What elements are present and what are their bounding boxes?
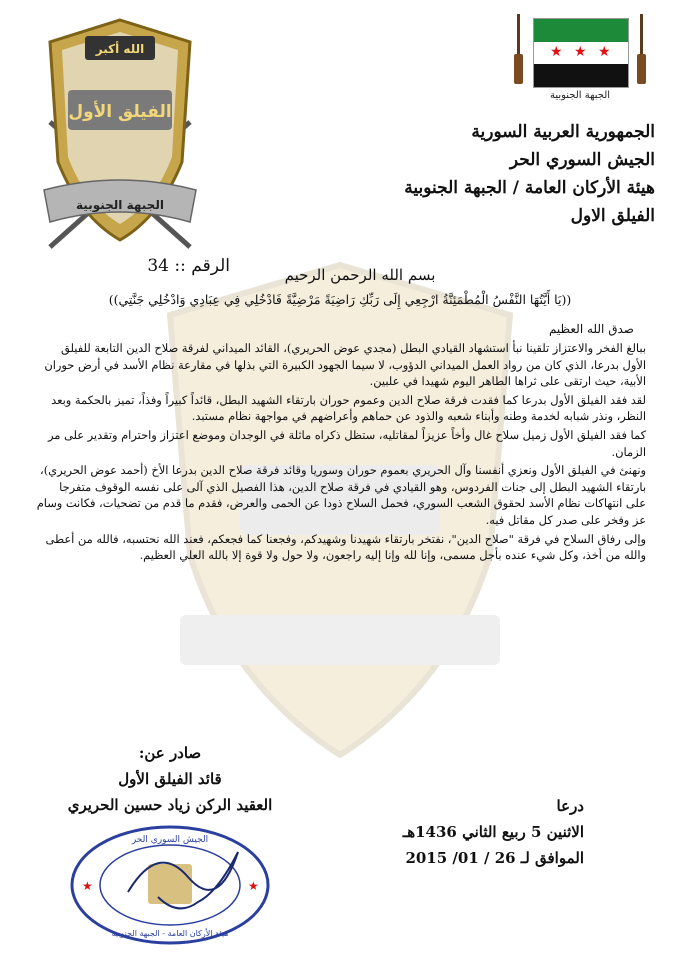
issued-by-label: صادر عن: [138,744,202,762]
body-paragraph: لقد فقد الفيلق الأول بدرعا كما فقدت فرقة صلاح الدين وعموم حوران بارتقاء الشهيد البطل، قائداً كبيراً وفذاً، تميز بالحكمة وبعد النظر، ونذر شبابه لخدمة وطنه وأبناء شعبه والذود عن حماهم وأعراضهم في مواجهة نظام مستبد. [51,392,646,424]
first-corps-logo [40,12,200,257]
letterhead [355,118,655,230]
star-icon: ★ [598,43,611,60]
date-block [324,793,584,871]
star-icon: ★ [82,879,93,893]
logo-top-text: الله أكبر [95,42,145,56]
statement-body [36,340,646,566]
signatory-name: العقيد الركن زياد حسين الحريري [67,796,273,814]
body-paragraph: وإلى رفاق السلاح في فرقة "صلاح الدين"، نفتخر بارتقاء شهيدنا وشهيدكم، وفجعنا كما فجعكم، فعند الله نحتسبه، فالله من أعطى والله من أخذ، وكل شيء عنده بأجل مسمى، وإنا لله وإنا إليه راجعون، ولا حول ولا قوة إلا بالله العلي العظيم. [45,531,646,563]
logo-main-text: الفيلق الأول [68,102,172,122]
star-icon: ★ [574,43,587,60]
basmala: بسم الله الرحمن الرحيم [284,266,436,284]
flag-caption: الجبهة الجنوبية [549,90,611,101]
signature-block [20,740,320,818]
place-name: درعا [556,797,584,815]
body-paragraph: ونهنئ في الفيلق الأول ونعزي أنفسنا وآل الحريري بعموم حوران وسوريا وقائد فرقة صلاح الدين بدرعا الأخ (أحمد عوض الحريري)، بارتقاء الشهيد البطل إلى جنات الفردوس، وهو القيادي في فرقة صلاح الدين، هذا الفصيل الذي آلى على نفسه الوقوف متفرجا على انتهاكات نظام الأسد لحقوق الشعب السوري، فحمل السلاح ذودا عن الحمى والعرض، فقدم ما قدم من تضحيات، فكانت وسام عز وفخر على صدر كل مقاتل فيه. [36,463,646,527]
star-icon: ★ [550,43,563,60]
closing-verse-phrase: صدق الله العظيم [548,322,634,336]
quran-verse: ((يَا أَيَّتُهَا النَّفْسُ الْمُطْمَئِنَّةُ ارْجِعِي إِلَى رَبِّكِ رَاضِيَةً مَرْضِيَّةً فَادْخُلِي فِي عِبَادِي وَادْخُلِي جَنَّتِي)) [108,292,572,307]
signatory-title: قائد الفيلق الأول [118,770,222,788]
header-line: الجيش السوري الحر [509,150,655,170]
body-paragraph: كما فقد الفيلق الأول زميل سلاح غال وأخاً عزيزاً لمقاتليه، ستظل ذكراه ماثلة في الوجدان وموضع اعتزاز واحترام وتقدير على مر الزمان. [47,427,646,459]
header-line: الجمهورية العربية السورية [471,122,655,142]
logo-ribbon-text: الجبهة الجنوبية [76,198,164,212]
header-line: الفيلق الاول [570,206,655,226]
hijri-date: الاثنين 5 ربيع الثاني 1436هـ [402,823,584,841]
header-line: هيئة الأركان العامة / الجبهة الجنوبية [404,178,655,198]
official-seal [68,822,273,948]
seal-bottom-text: هيئة الأركان العامة - الجبهة الجنوبية [111,929,229,938]
reference-number: الرقم :: 34 [147,256,230,276]
flag-emblem [505,10,655,110]
gregorian-date: الموافق لـ 26 / 01/ 2015 [405,849,584,867]
star-icon: ★ [248,879,259,893]
rifle-left-icon [511,14,527,88]
syrian-revolution-flag [533,18,629,88]
rifle-right-icon [633,14,649,88]
body-paragraph: ببالغ الفخر والاعتزاز تلقينا نبأ استشهاد القيادي البطل (مجدي عوض الحريري)، القائد الميداني لفرقة صلاح الدين التابعة للفيلق الأول بدرعا، الذي كان من رواد العمل الميداني الدؤوب، لا سيما الجهود الكبيرة التي بذلها في مقارعة نظام الأسد في أرض حوران الأبية، حيث ارتقى على ثراها الطاهر اليوم شهيدا في علبين. [44,341,646,389]
seal-top-text: الجيش السوري الحر [131,835,209,845]
seal-emblem [148,864,192,904]
